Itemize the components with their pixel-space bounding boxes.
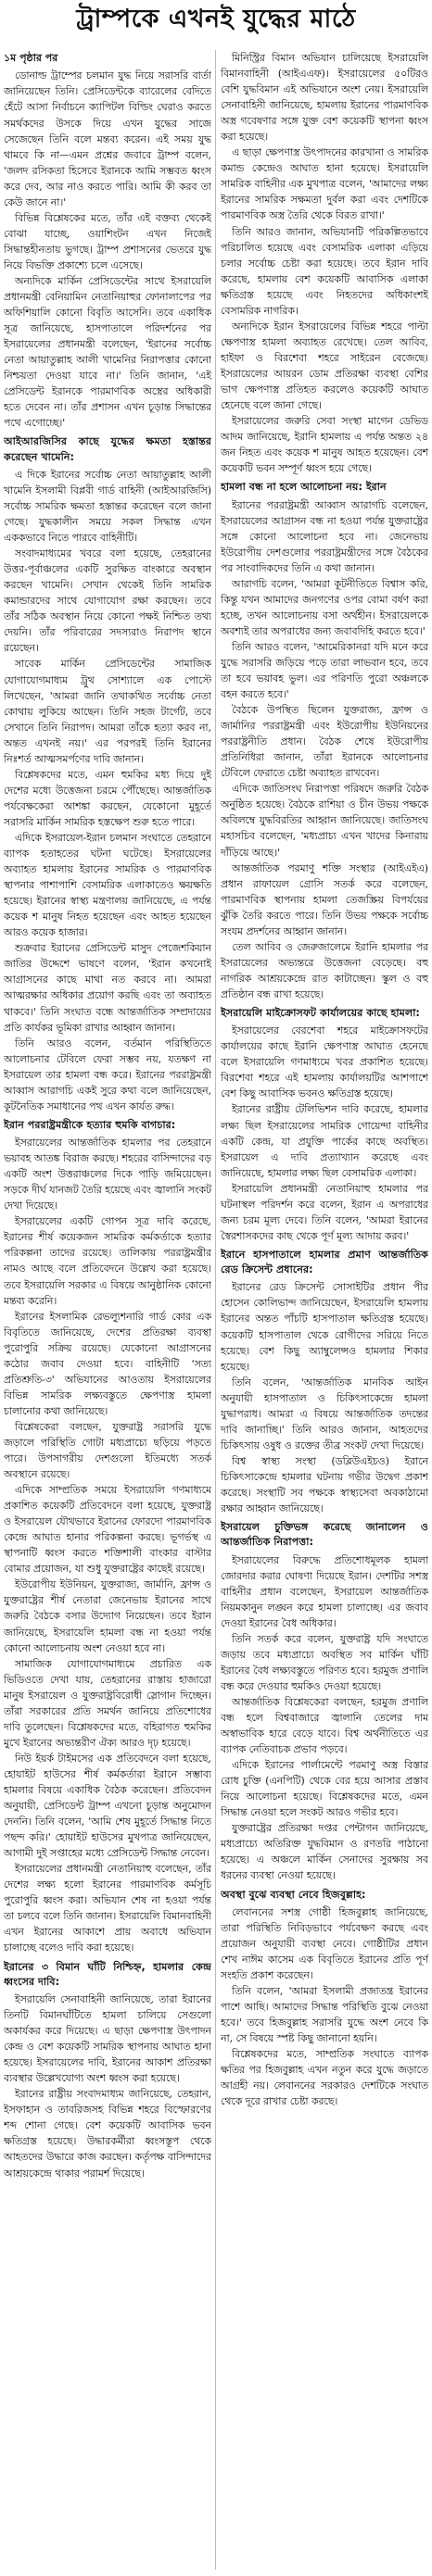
paragraph: আন্তর্জাতিক পরমাণু শক্তি সংস্থার (আইএইএ) প্রধান রাফায়েল গ্রোসি সতর্ক করে বলেছেন, পারমাণবিক স্থাপনায় হামলা তেজস্ক্রিয় বিপর্যয়ের ঝুঁকি তৈরি করতে পারে। তিনি উভয় পক্ষকে সর্বোচ্চ সংযম প্রদর্শনের আহ্বান জানান। [221,861,428,937]
paragraph: ইরানের রাষ্ট্রীয় টেলিভিশন দাবি করেছে, হামলার লক্ষ্য ছিল ইসরায়েলের সামরিক গোয়েন্দা বাহিনীর একটি কেন্দ্র, যা প্রযুক্তি পার্কের কাছে অবস্থিত। ইসরায়েল এ দাবি প্রত্যাখ্যান করেছে এবং জানিয়েছে, হামলার লক্ষ্য ছিল বেসামরিক এলাকা। [221,1103,428,1179]
paragraph: মিনিস্ট্রির বিমান অভিযান চালিয়েছে ইসরায়েলি বিমানবাহিনী (আইএএফ)। ইসরায়েলের ৫০টিরও বেশি যুদ্ধবিমান এই অভিযানে অংশ নেয়। ইসরায়েলি সেনাবাহিনী জানিয়েছে, হামলায় ইরানের পারমাণবিক অস্ত্র গবেষণার সঙ্গে যুক্ত বেশ কয়েকটি স্থাপনা ধ্বংস করা হয়েছে। [221,52,428,144]
paragraph: ইসরায়েলের বিরুদ্ধে প্রতিশোধমূলক হামলা জোরদার করার ঘোষণা দিয়েছে ইরান। দেশটির সশস্ত্র বাহিনীর প্রধান বলেছেন, ইসরায়েল আন্তর্জাতিক নিয়মকানুন লঙ্ঘন করে হামলা চালাচ্ছে। এর জবাব দেওয়া ইরানের বৈধ অধিকার। [221,1553,428,1629]
paragraph: তিনি বলেন, 'আমরা ইসলামী প্রজাতন্ত্র ইরানের পাশে আছি। আমাদের সিদ্ধান্ত পরিস্থিতি বুঝে নেওয়া হবে।' তবে হিজবুল্লাহ সরাসরি যুদ্ধে অংশ নেবে কি না, সে বিষয়ে স্পষ্ট কিছু জানানো হয়নি। [221,1984,428,2045]
paragraph: ইসরায়েলি সেনাবাহিনী জানিয়েছে, তারা ইরানের তিনটি বিমানঘাঁটিতে হামলা চালিয়ে সেগুলো অকার্যকর করে দিয়েছে। এ ছাড়া ক্ষেপণাস্ত্র উৎপাদন কেন্দ্র ও বেশ কয়েকটি সামরিক স্থাপনায় আঘাত হানা হয়েছে। ইসরায়েলের দাবি, ইরানের আকাশ প্রতিরক্ষা ব্যবস্থার উল্লেখযোগ্য অংশ ধ্বংস করা হয়েছে। [4,1992,211,2085]
paragraph: বিশ্লেষকদের মতে, সাম্প্রতিক সংঘাতে ব্যাপক ক্ষতির পর হিজবুল্লাহ এখন নতুন করে যুদ্ধে জড়াতে আগ্রহী নয়। লেবাননের সরকারও দেশটিকে সংঘাত থেকে দূরে রাখার চেষ্টা করছে। [221,2048,428,2108]
subheading: ইসরায়েলি মাইক্রোসফট কার্যালয়ের কাছে হামলা: [221,1007,420,1019]
paragraph: ইসরায়েলের বেরশেবা শহরে মাইক্রোসফটের কার্যালয়ের কাছে ইরানি ক্ষেপণাস্ত্র আঘাত হেনেছে বলে ইসরায়েলি গণমাধ্যমে খবর প্রকাশিত হয়েছে। বিরশেবা শহরে এই হামলায় কার্যালয়টির আশপাশে বেশ কিছু আবাসিক ভবনও ক্ষতিগ্রস্ত হয়েছে। [221,1024,428,1100]
left-column [4,50,211,2570]
paragraph: সাবেক মার্কিন প্রেসিডেন্টের সামাজিক যোগাযোগমাধ্যম ট্রুথ সোশ্যালে এক পোস্টে লিখেছেন, 'আমরা জানি তথাকথিত সর্বোচ্চ নেতা কোথায় লুকিয়ে আছেন। তিনি সহজ টার্গেট, তবে সেখানে তিনি নিরাপদ। আমরা তাঁকে হত্যা করব না, অন্তত এখনই নয়।' এর পরপরই তিনি ইরানের নিঃশর্ত আত্মসমর্পণের দাবি জানান। [4,658,211,765]
paragraph: তিনি বলেন, 'আন্তর্জাতিক মানবিক আইন অনুযায়ী হাসপাতাল ও চিকিৎসাকেন্দ্রে হামলা যুদ্ধাপরাধ। আমরা এ বিষয়ে আন্তর্জাতিক তদন্তের দাবি জানাচ্ছি।' তিনি আরও জানান, আহতদের চিকিৎসায় ওষুধ ও রক্তের তীব্র সংকট দেখা দিয়েছে। [221,1376,428,1451]
paragraph: ইসরায়েলের আন্তর্জাতিক হামলার পর তেহরানে ভয়াবহ আতঙ্ক বিরাজ করছে। শহরের বাসিন্দাদের বড় একটি অংশ উত্তরাঞ্চলের দিকে পাড়ি জমিয়েছেন। সড়কে দীর্ঘ যানজট তৈরি হয়েছে এবং জ্বালানি সংকট দেখা দিয়েছে। [4,1137,211,1213]
paragraph: বিশ্লেষকেরা বলছেন, যুক্তরাষ্ট্র সরাসরি যুদ্ধে জড়ালে পরিস্থিতি গোটা মধ্যপ্রাচ্যে ছড়িয়ে পড়তে পারে। উপসাগরীয় দেশগুলো ইতিমধ্যে সতর্ক অবস্থানে রয়েছে। [4,1420,211,1481]
subheading: হামলা বন্ধ না হলে আলোচনা নয়: ইরান [221,481,387,494]
subheading: ইসরায়েল চুক্তিভঙ্গ করেছে জানালেন ও আন্তর্জাতিক নিরাপত্তা: [221,1521,428,1549]
paragraph: তিনি আরও বলেন, বর্তমান পরিস্থিতিতে আলোচনার টেবিলে ফেরা সম্ভব নয়, যতক্ষণ না ইসরায়েল তার হামলা বন্ধ করে। ইরানের পররাষ্ট্রমন্ত্রী আব্বাস আরাগচি একই সুরে কথা বলে জানিয়েছেন, কূটনৈতিক সমাধানের পথ এখন কার্যত রুদ্ধ। [4,1037,211,1112]
paragraph: আরাগচি বলেন, 'আমরা কূটনীতিতে বিশ্বাস করি, কিন্তু যখন আমাদের জনগণের ওপর বোমা বর্ষণ করা হচ্ছে, তখন আলোচনায় বসা অর্থহীন। ইসরায়েলকে অবশ্যই তার অপরাধের জন্য জবাবদিহি করতে হবে।' [221,577,428,637]
paragraph: ইরানের ইসলামিক রেভল্যুশনারি গার্ড কোর এক বিবৃতিতে জানিয়েছে, দেশের প্রতিরক্ষা ব্যবস্থা পুরোপুরি সক্রিয় রয়েছে। যেকোনো আগ্রাসনের কঠোর জবাব দেওয়া হবে। বাহিনীটি 'সত্য প্রতিশ্রুতি-৩' অভিযানের আওতায় ইসরায়েলের বিভিন্ন সামরিক লক্ষ্যবস্তুতে ক্ষেপণাস্ত্র হামলা চালানোর কথা জানিয়েছে। [4,1310,211,1417]
paragraph: তিনি আরও বলেন, 'আমেরিকানরা যদি মনে করে যুদ্ধে সরাসরি জড়িয়ে পড়ে তারা লাভবান হবে, তবে তা হবে ভয়াবহ ভুল। এর পরিণতি পুরো অঞ্চলকে বহন করতে হবে।' [221,640,428,701]
paragraph: তিনি আরও জানান, অভিযানটি পরিকল্পিতভাবে পরিচালিত হয়েছে এবং বেসামরিক এলাকা এড়িয়ে চলার সর্বোচ্চ চেষ্টা করা হয়েছে। তবে ইরান দাবি করেছে, হামলায় বেশ কয়েকটি আবাসিক এলাকা ক্ষতিগ্রস্ত হয়েছে এবং নিহতদের অধিকাংশই বেসামরিক নাগরিক। [221,225,428,317]
column-divider [215,50,216,2570]
subheading: আইআরজিসির কাছে যুদ্ধের ক্ষমতা হস্তান্তর করেছেন খামেনি: [4,435,211,463]
paragraph: ইউরোপীয় ইউনিয়ন, যুক্তরাজ্য, জার্মানি, ফ্রান্স ও যুক্তরাষ্ট্রের শীর্ষ নেতারা জেনেভায় ইরানের সাথে জরুরি বৈঠকে বসার উদ্যোগ নিয়েছেন। তবে ইরান জানিয়েছে, ইসরায়েলি হামলা বন্ধ না হওয়া পর্যন্ত কোনো আলোচনায় অংশ নেওয়া হবে না। [4,1578,211,1654]
subheading: ইরানে হাসপাতালে হামলার প্রমাণ আন্তর্জাতিক রেড ক্রিসেন্ট প্রধানের: [221,1248,428,1276]
right-column [221,50,428,2570]
continued-from-label: ১ম পৃষ্ঠার পর [4,52,58,64]
paragraph: অন্যদিকে ইরান ইসরায়েলের বিভিন্ন শহরে পাল্টা ক্ষেপণাস্ত্র হামলা অব্যাহত রেখেছে। তেল আবিব, হাইফা ও বিরশেবা শহরে সাইরেন বেজেছে। ইসরায়েলের আয়রন ডোম প্রতিরক্ষা ব্যবস্থা বেশির ভাগ ক্ষেপণাস্ত্র প্রতিহত করলেও কয়েকটি আঘাত হেনেছে বলে জানা গেছে। [221,320,428,412]
subheading: ইরান পররাষ্ট্রমন্ত্রীকে হত্যার হুমকি বাগচার: [4,1118,176,1131]
paragraph: ইরানের রেড ক্রিসেন্ট সোসাইটির প্রধান পীর হোসেন কোলিভান্দ জানিয়েছেন, ইসরায়েলি হামলায় ইরানের অন্তত পাঁচটি হাসপাতাল ক্ষতিগ্রস্ত হয়েছে। কয়েকটি হাসপাতাল থেকে রোগীদের সরিয়ে নিতে হয়েছে। বেশ কিছু অ্যাম্বুলেন্সও হামলার শিকার হয়েছে। [221,1281,428,1373]
paragraph: ডোনাল্ড ট্রাম্পের চলমান যুদ্ধ নিয়ে সরাসরি বার্তা জানিয়েছেন তিনি। প্রেসিডেন্টকে ব্যারেলের বেদিতে হেঁটে আসা নির্বাচনে ক্যাপিটল বিল্ডিং ঘেরাও করতে সমর্থকদের উসকে দিয়ে এখন যুদ্ধের সাজে সেজেছেন তিনি বলে মন্তব্য করেন। এই সময় যুদ্ধ থামবে কি না—এমন প্রশ্নের জবাবে ট্রাম্প বলেন, 'জলদ রসিকতা হিসেবে ইরানকে আমি সম্ভবত ধ্বংস করে দেব, আর নাও করতে পারি। আমি কী করব তা কেউ জানে না।' [4,69,211,208]
paragraph: অন্যদিকে মার্কিন প্রেসিডেন্টের সাথে ইসরায়েলি প্রধানমন্ত্রী বেনিয়ামিন নেতানিয়াহুর ফোনালাপের পর অফিশিয়ালি কোনো বিবৃতি আসেনি। তবে একাধিক সূত্র জানিয়েছে, হাসপাতালে পরিদর্শনের পর ইসরায়েলের প্রধানমন্ত্রী বলেছেন, 'ইরানের সর্বোচ্চ নেতা আয়াতুল্লাহ আলী খামেনির নিরাপত্তার কোনো নিশ্চয়তা দেওয়া যাবে না।' তিনি জানান, 'এই প্রেসিডেন্ট ইরানকে পারমাণবিক অস্ত্রের অধিকারী হতে দেবেন না। তাঁর প্রশাসন এখন চূড়ান্ত সিদ্ধান্তের পথে এগোচ্ছে।' [4,274,211,430]
paragraph: বিশ্লেষকদের মতে, এমন হুমকির মধ্য দিয়ে দুই দেশের মধ্যে উত্তেজনা চরমে পৌঁছেছে। আন্তর্জাতিক পর্যবেক্ষকেরা আশঙ্কা করছেন, যেকোনো মুহূর্তে সরাসরি মার্কিন সামরিক হস্তক্ষেপ শুরু হতে পারে। [4,768,211,828]
paragraph: এদিকে সাম্প্রতিক সময়ে ইসরায়েলি গণমাধ্যমে প্রকাশিত কয়েকটি প্রতিবেদনে বলা হয়েছে, যুক্তরাষ্ট্র ও ইসরায়েল যৌথভাবে ইরানের ফোরদো পারমাণবিক কেন্দ্রে আঘাত হানার পরিকল্পনা করছে। ভূগর্ভস্থ এ স্থাপনাটি ধ্বংস করতে শক্তিশালী বাংকার বাস্টার বোমার প্রয়োজন, যা শুধু যুক্তরাষ্ট্রের কাছেই রয়েছে। [4,1484,211,1576]
paragraph: ইসরায়েলের একটি গোপন সূত্র দাবি করেছে, ইরানের শীর্ষ কয়েকজন সামরিক কর্মকর্তাকে হত্যার পরিকল্পনা তাদের রয়েছে। তালিকায় পররাষ্ট্রমন্ত্রীর নামও আছে বলে প্রতিবেদনে উল্লেখ করা হয়েছে। তবে ইসরায়েলি সরকার এ বিষয়ে আনুষ্ঠানিক কোনো মন্তব্য করেনি। [4,1215,211,1307]
subheading: ইরানের ৩ বিমান ঘাঁটি নিশ্চিহ্ন, হামলার কেন্দ্র ধ্বংসের দাবি: [4,1960,211,1988]
paragraph: এদিকে জাতিসংঘ নিরাপত্তা পরিষদে জরুরি বৈঠক অনুষ্ঠিত হয়েছে। বৈঠকে রাশিয়া ও চীন উভয় পক্ষকে অবিলম্বে যুদ্ধবিরতির আহ্বান জানিয়েছে। জাতিসংঘ মহাসচিব বলেছেন, 'মধ্যপ্রাচ্য এখন খাদের কিনারায় দাঁড়িয়ে আছে।' [221,783,428,859]
paragraph: সংবাদমাধ্যমের খবরে বলা হয়েছে, তেহরানের উত্তর-পূর্বাঞ্চলের একটি সুরক্ষিত বাংকারে অবস্থান করছেন খামেনি। সেখান থেকেই তিনি সামরিক কমান্ডারদের সাথে যোগাযোগ রক্ষা করছেন। তবে তাঁর সঠিক অবস্থান নিয়ে কোনো পক্ষই নিশ্চিত তথ্য দেয়নি। তাঁর পরিবারের সদস্যরাও নিরাপদ স্থানে রয়েছেন। [4,547,211,655]
paragraph: নিউ ইয়র্ক টাইমসের এক প্রতিবেদনে বলা হয়েছে, হোয়াইট হাউসের শীর্ষ কর্মকর্তারা ইরানে সম্ভাব্য হামলার বিষয়ে একাধিক বৈঠক করেছেন। প্রতিবেদন অনুযায়ী, প্রেসিডেন্ট ট্রাম্প এখনো চূড়ান্ত অনুমোদন দেননি। তিনি বলেন, 'আমি শেষ মুহূর্তে সিদ্ধান্ত নিতে পছন্দ করি।' হোয়াইট হাউসের মুখপাত্র জানিয়েছেন, আগামী দুই সপ্তাহের মধ্যে প্রেসিডেন্ট সিদ্ধান্ত নেবেন। [4,1752,211,1860]
paragraph: এ দিকে ইরানের সর্বোচ্চ নেতা আয়াতুল্লাহ আলী খামেনি ইসলামী বিপ্লবী গার্ড বাহিনী (আইআরজিসি) সর্বোচ্চ সামরিক ক্ষমতা হস্তান্তর করেছেন বলে জানা গেছে। যুদ্ধকালীন সময়ে সকল সিদ্ধান্ত এখন এককভাবে নিতে পারবে বাহিনীটি। [4,468,211,545]
paragraph: যুক্তরাষ্ট্রের প্রতিরক্ষা দপ্তর পেন্টাগন জানিয়েছে, মধ্যপ্রাচ্যে অতিরিক্ত যুদ্ধবিমান ও রণতরি পাঠানো হয়েছে। এ অঞ্চলে মার্কিন সেনাদের সুরক্ষায় সব ধরনের ব্যবস্থা নেওয়া হয়েছে। [221,1822,428,1882]
paragraph: লেবাননের সশস্ত্র গোষ্ঠী হিজবুল্লাহ জানিয়েছে, তারা পরিস্থিতি নিবিড়ভাবে পর্যবেক্ষণ করছে এবং প্রয়োজন অনুযায়ী ব্যবস্থা নেবে। গোষ্ঠীটির প্রধান শেখ নাঈম কাসেম এক বিবৃতিতে ইরানের প্রতি পূর্ণ সংহতি প্রকাশ করেছেন। [221,1905,428,1981]
paragraph: শুক্রবার ইরানের প্রেসিডেন্ট মাসুদ পেজেশকিয়ান জাতির উদ্দেশে ভাষণে বলেন, 'ইরান কখনোই আগ্রাসনের কাছে মাথা নত করবে না। আমরা আত্মরক্ষার অধিকার প্রয়োগ করছি এবং তা অব্যাহত থাকবে।' তিনি সংঘাত বন্ধে আন্তর্জাতিক সম্প্রদায়ের প্রতি কার্যকর ভূমিকা রাখার আহ্বান জানান। [4,942,211,1034]
paragraph: ইরানের পররাষ্ট্রমন্ত্রী আব্বাস আরাগচি বলেছেন, ইসরায়েলের আগ্রাসন বন্ধ না হওয়া পর্যন্ত যুক্তরাষ্ট্রের সঙ্গে কোনো আলোচনা হবে না। জেনেভায় ইউরোপীয় দেশগুলোর পররাষ্ট্রমন্ত্রীদের সঙ্গে বৈঠকের পর সাংবাদিকদের তিনি এ কথা জানান। [221,498,428,574]
paragraph: বিশ্ব স্বাস্থ্য সংস্থা (ডব্লিউএইচও) ইরানে চিকিৎসাকেন্দ্রে হামলার ঘটনায় গভীর উদ্বেগ প্রকাশ করেছে। সংস্থাটি সব পক্ষকে স্বাস্থ্যসেবা অবকাঠামো রক্ষার আহ্বান জানিয়েছে। [221,1454,428,1515]
headline: ট্রাম্পকে এখনই যুদ্ধের মাঠে [76,4,356,33]
paragraph: ইসরায়েলি প্রধানমন্ত্রী নেতানিয়াহু হামলার পর ঘটনাস্থল পরিদর্শন করে বলেন, ইরান এ অপরাধের জন্য চরম মূল্য দেবে। তিনি বলেন, 'আমরা ইরানের স্বৈরশাসকদের কাছ থেকে পূর্ণ মূল্য আদায় করব।' [221,1182,428,1242]
paragraph: আন্তর্জাতিক বিশ্লেষকেরা বলছেন, হরমুজ প্রণালি বন্ধ হলে বিশ্ববাজারে জ্বালানি তেলের দাম অস্বাভাবিক হারে বেড়ে যাবে। বিশ্ব অর্থনীতিতে এর ব্যাপক নেতিবাচক প্রভাব পড়বে। [221,1695,428,1756]
paragraph: বিভিন্ন বিশ্লেষকের মতে, তাঁর এই বক্তব্য থেকেই বোঝা যাচ্ছে, ওয়াশিংটন এখন নিজেই সিদ্ধান্তহীনতায় ভুগছে। ট্রাম্প প্রশাসনের ভেতরে যুদ্ধ নিয়ে বিভক্তি প্রকাশ্যে চলে এসেছে। [4,211,211,271]
paragraph: ইসরায়েলের জরুরি সেবা সংস্থা মাগেন ডেভিড আদম জানিয়েছে, ইরানি হামলায় এ পর্যন্ত অন্তত ২৪ জন নিহত এবং কয়েক শ মানুষ আহত হয়েছেন। বেশ কয়েকটি ভবন সম্পূর্ণ ধ্বংস হয়ে গেছে। [221,415,428,475]
paragraph: এদিকে ইসরায়েল-ইরান চলমান সংঘাতে তেহরানে ব্যাপক হতাহতের ঘটনা ঘটেছে। ইসরায়েলের অব্যাহত হামলায় ইরানের সামরিক ও পারমাণবিক স্থাপনার পাশাপাশি বেসামরিক এলাকাতেও ক্ষয়ক্ষতি হয়েছে। ইরানের স্বাস্থ্য মন্ত্রণালয় জানিয়েছে, এ পর্যন্ত কয়েক শ মানুষ নিহত হয়েছেন এবং আহত হয়েছেন আরও কয়েক হাজার। [4,832,211,939]
paragraph: সামাজিক যোগাযোগমাধ্যমে প্রচারিত এক ভিডিওতে দেখা যায়, তেহরানের রাস্তায় হাজারো মানুষ ইসরায়েল ও যুক্তরাষ্ট্রবিরোধী স্লোগান দিচ্ছেন। তাঁরা সরকারের প্রতি সমর্থন জানিয়ে প্রতিশোধের দাবি তুলেছেন। বিশ্লেষকদের মতে, বহিরাগত হুমকির মুখে ইরানের অভ্যন্তরীণ ঐক্য আরও দৃঢ় হয়েছে। [4,1657,211,1749]
paragraph: তেল আবিব ও জেরুজালেমে ইরানি হামলার পর ইসরায়েলের অভ্যন্তরে উত্তেজনা বেড়েছে। বহু নাগরিক আশ্রয়কেন্দ্রে রাত কাটাচ্ছেন। স্কুল ও বহু প্রতিষ্ঠান বন্ধ রাখা হয়েছে। [221,940,428,1000]
subheading: অবস্থা বুঝে ব্যবস্থা নেবে হিজবুল্লাহ: [221,1888,366,1901]
paragraph: ইরানের রাষ্ট্রীয় সংবাদমাধ্যম জানিয়েছে, তেহরান, ইসফাহান ও তাবরিজসহ বিভিন্ন শহরে বিস্ফোরণের শব্দ শোনা গেছে। বেশ কয়েকটি আবাসিক ভবন ক্ষতিগ্রস্ত হয়েছে। উদ্ধারকর্মীরা ধ্বংসস্তূপ থেকে আহতদের উদ্ধারে কাজ করছেন। কর্তৃপক্ষ বাসিন্দাদের আশ্রয়কেন্দ্রে থাকার পরামর্শ দিয়েছে। [4,2088,211,2180]
paragraph: তিনি সতর্ক করে বলেন, যুক্তরাষ্ট্র যদি সংঘাতে জড়ায় তবে মধ্যপ্রাচ্যে অবস্থিত সব মার্কিন ঘাঁটি ইরানের বৈধ লক্ষ্যবস্তুতে পরিণত হবে। হরমুজ প্রণালি বন্ধ করে দেওয়ার হুমকিও দেওয়া হয়েছে। [221,1632,428,1692]
paragraph: বৈঠকে উপস্থিত ছিলেন যুক্তরাজ্য, ফ্রান্স ও জার্মানির পররাষ্ট্রমন্ত্রী এবং ইউরোপীয় ইউনিয়নের পররাষ্ট্রনীতি প্রধান। বৈঠক শেষে ইউরোপীয় প্রতিনিধিরা জানান, তাঁরা ইরানকে আলোচনার টেবিলে ফেরাতে চেষ্টা অব্যাহত রাখবেন। [221,704,428,780]
paragraph: ইসরায়েলের প্রধানমন্ত্রী নেতানিয়াহু বলেছেন, তাঁর দেশের লক্ষ্য হলো ইরানের পারমাণবিক কর্মসূচি পুরোপুরি ধ্বংস করা। অভিযান শেষ না হওয়া পর্যন্ত তা চলবে বলে তিনি জানান। ইসরায়েলি বিমানবাহিনী এখন ইরানের আকাশে প্রায় অবাধে অভিযান চালাচ্ছে বলেও দাবি করা হয়েছে। [4,1863,211,1954]
paragraph: এদিকে ইরানের পার্লামেন্টে পরমাণু অস্ত্র বিস্তার রোধ চুক্তি (এনপিটি) থেকে বের হয়ে আসার প্রস্তাব নিয়ে আলোচনা হয়েছে। বিশ্লেষকদের মতে, এমন সিদ্ধান্ত নেওয়া হলে সংকট আরও গভীর হবে। [221,1759,428,1819]
paragraph: এ ছাড়া ক্ষেপণাস্ত্র উৎপাদনের কারখানা ও সামরিক কমান্ড কেন্দ্রেও আঘাত হানা হয়েছে। ইসরায়েলি সামরিক বাহিনীর এক মুখপাত্র বলেন, 'আমাদের লক্ষ্য ইরানের সামরিক সক্ষমতা দুর্বল করা এবং দেশটিকে পারমাণবিক অস্ত্র তৈরি থেকে বিরত রাখা।' [221,146,428,222]
